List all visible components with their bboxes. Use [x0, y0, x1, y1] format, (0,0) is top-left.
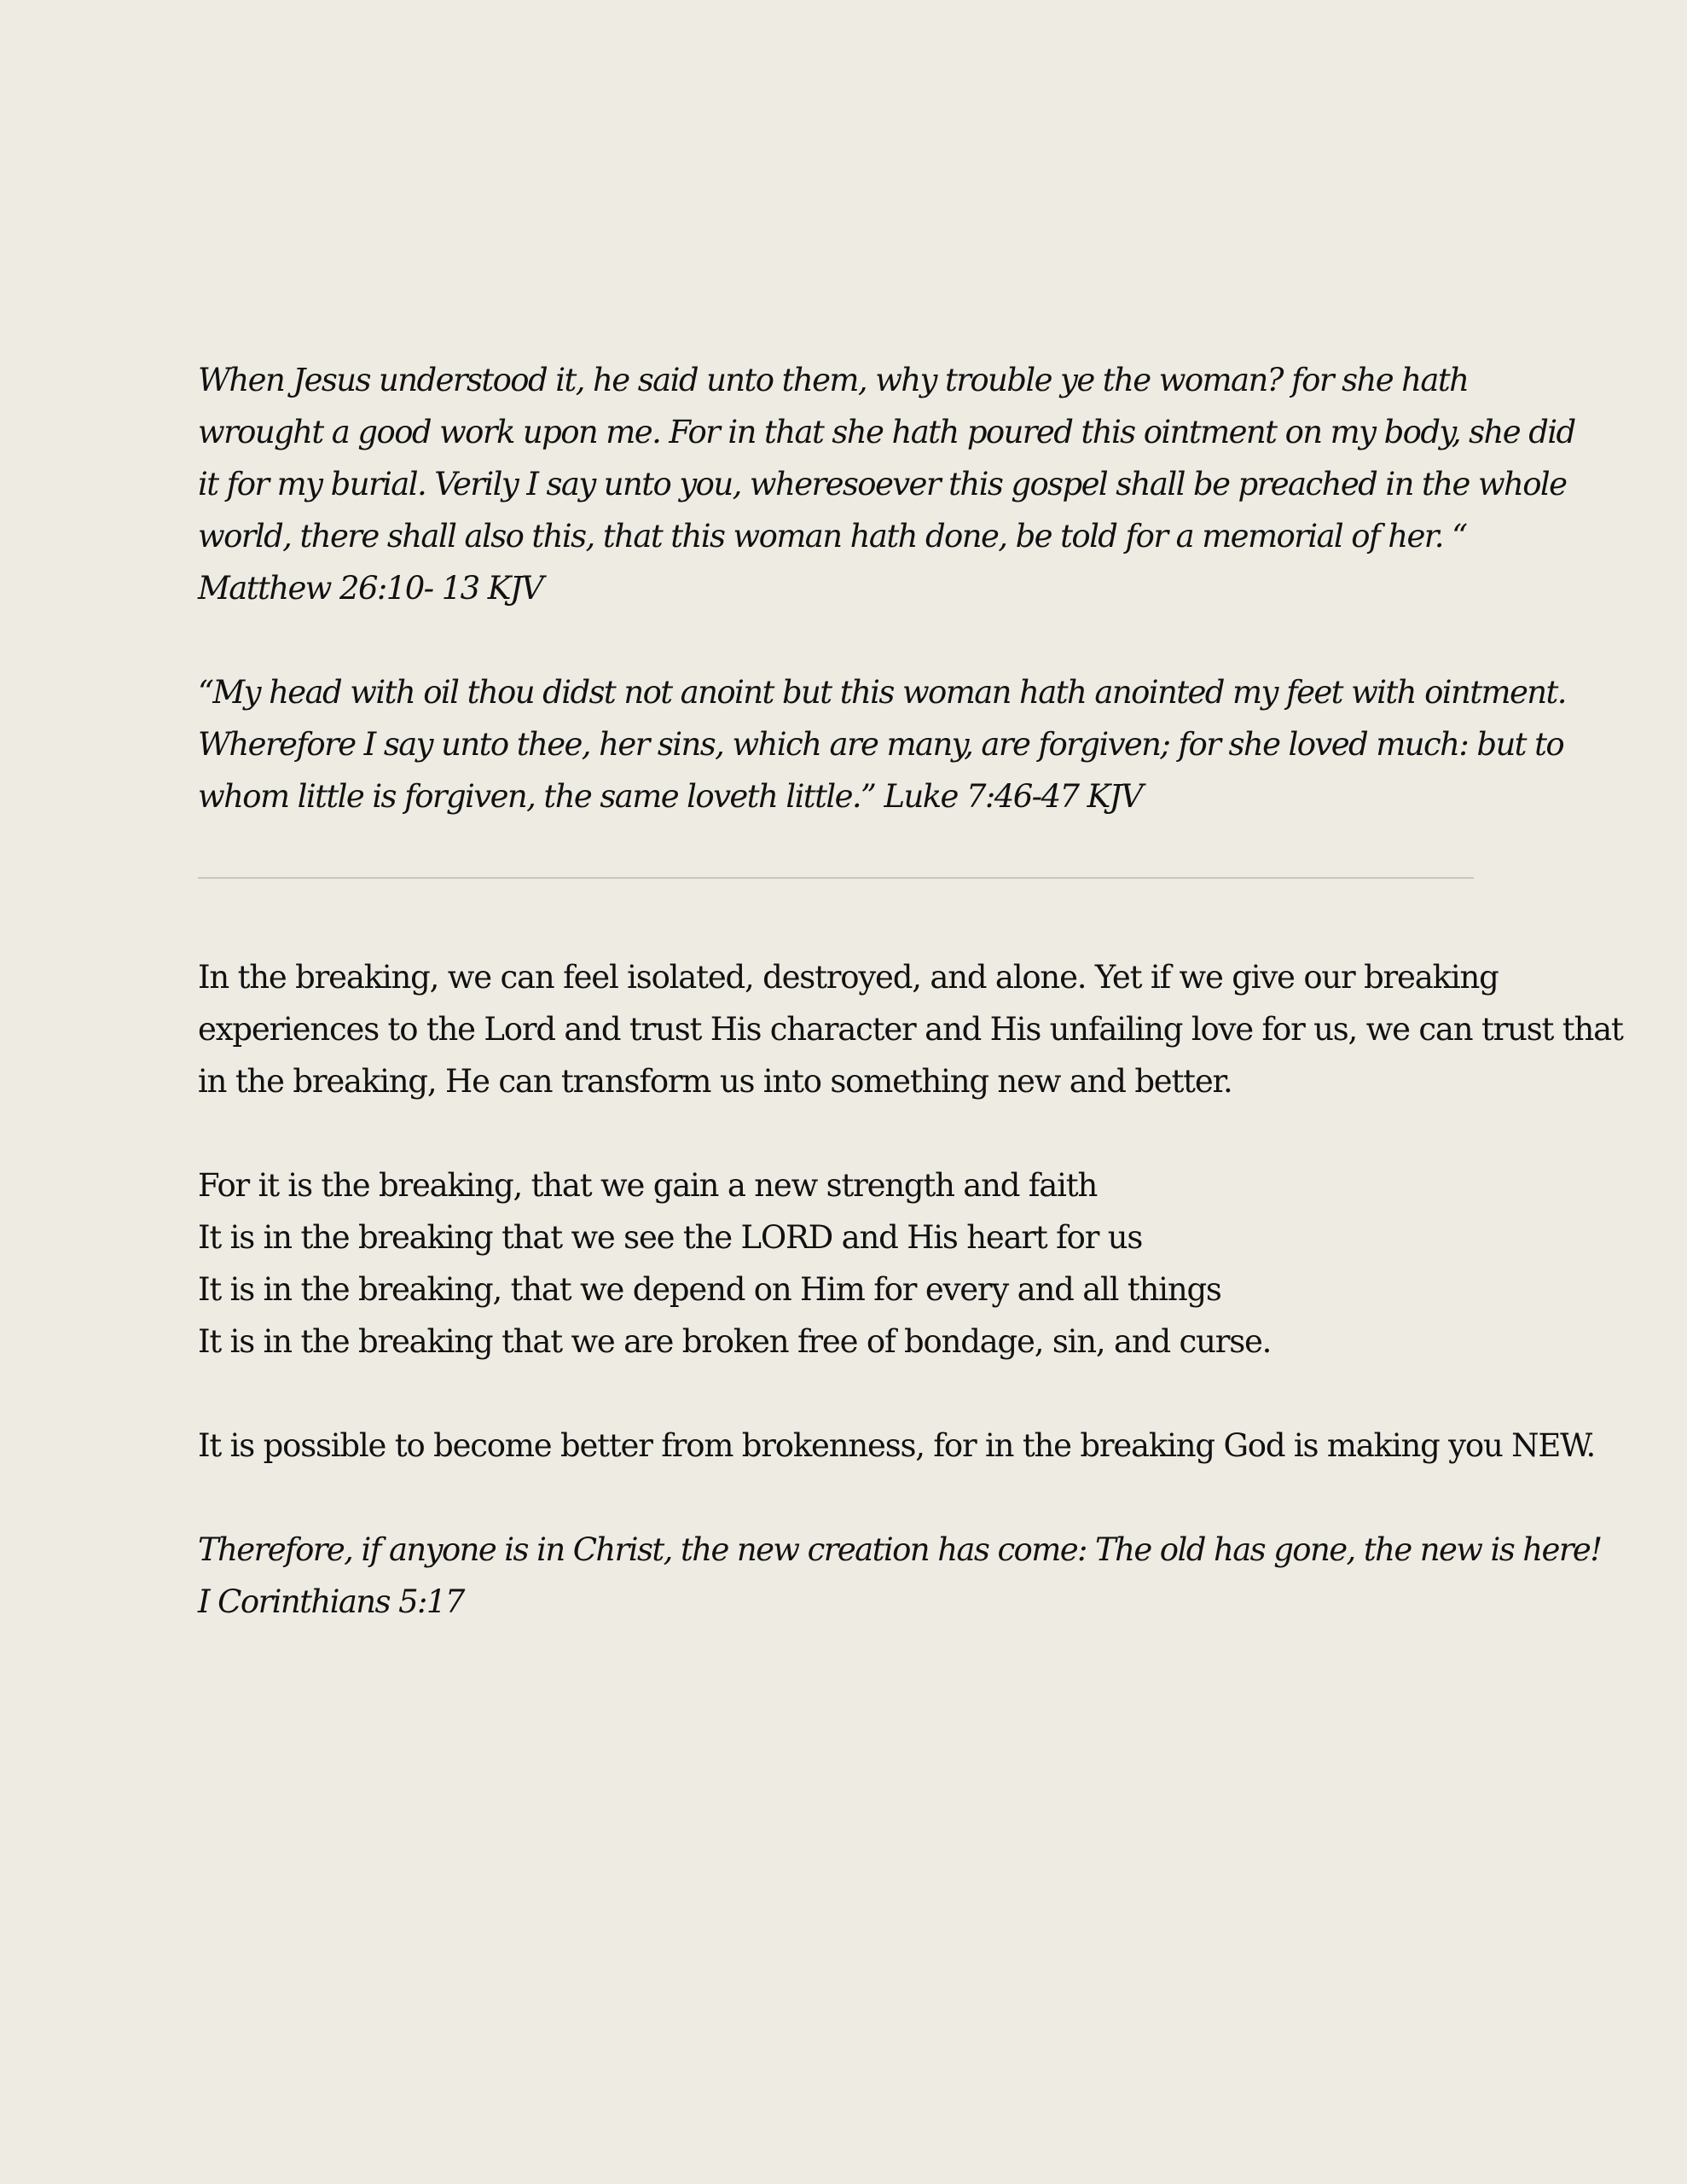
breaking-list	[198, 1159, 1503, 1368]
body-line: It is in the breaking that we see the LORD and His heart for us	[198, 1219, 1143, 1256]
horizontal-divider	[198, 877, 1474, 879]
body-line: In the breaking, we can feel isolated, destroyed, and alone. Yet if we give our breaking	[198, 959, 1499, 996]
body-line: For it is the breaking, that we gain a new strength and faith	[198, 1167, 1098, 1204]
quote-citation: Matthew 26:10- 13 KJV	[198, 570, 543, 607]
quote-line: Wherefore I say unto thee, her sins, which are many, are forgiven; for she loved much: but to	[198, 726, 1564, 763]
quote-line: it for my burial. Verily I say unto you, wheresoever this gospel shall be preached in the whole	[198, 466, 1567, 502]
document-page	[198, 354, 1623, 1628]
body-line: experiences to the Lord and trust His character and His unfailing love for us, we can trust that	[198, 1011, 1623, 1048]
body-line: It is in the breaking that we are broken free of bondage, sin, and curse.	[198, 1323, 1272, 1360]
body-line: It is in the breaking, that we depend on Him for every and all things	[198, 1271, 1221, 1308]
matthew-quote	[198, 354, 1575, 614]
quote-line: wrought a good work upon me. For in that she hath poured this ointment on my body, she did	[198, 414, 1575, 450]
quote-line: Therefore, if anyone is in Christ, the new creation has come: The old has gone, the new is here!	[198, 1531, 1602, 1568]
corinthians-quote	[198, 1524, 1602, 1628]
quote-citation: I Corinthians 5:17	[198, 1583, 464, 1620]
quote-line: whom little is forgiven, the same loveth little.” Luke 7:46-47 KJV	[198, 778, 1143, 815]
quote-line: “My head with oil thou didst not anoint but this woman hath anointed my feet with ointment.	[198, 674, 1566, 711]
paragraph-gap	[198, 1472, 1503, 1524]
paragraph-gap	[198, 1107, 1503, 1159]
quote-line: world, there shall also this, that this woman hath done, be told for a memorial of her. “	[198, 518, 1467, 555]
possible-paragraph	[198, 1420, 1596, 1472]
paragraph-gap	[198, 1368, 1503, 1420]
intro-paragraph	[198, 951, 1623, 1107]
body-line: in the breaking, He can transform us into something new and better.	[198, 1063, 1232, 1100]
body-line: It is possible to become better from brokenness, for in the breaking God is making you NEW.	[198, 1427, 1596, 1464]
luke-quote	[198, 666, 1566, 822]
quote-line: When Jesus understood it, he said unto them, why trouble ye the woman? for she hath	[198, 362, 1469, 398]
paragraph-gap	[198, 614, 1503, 666]
